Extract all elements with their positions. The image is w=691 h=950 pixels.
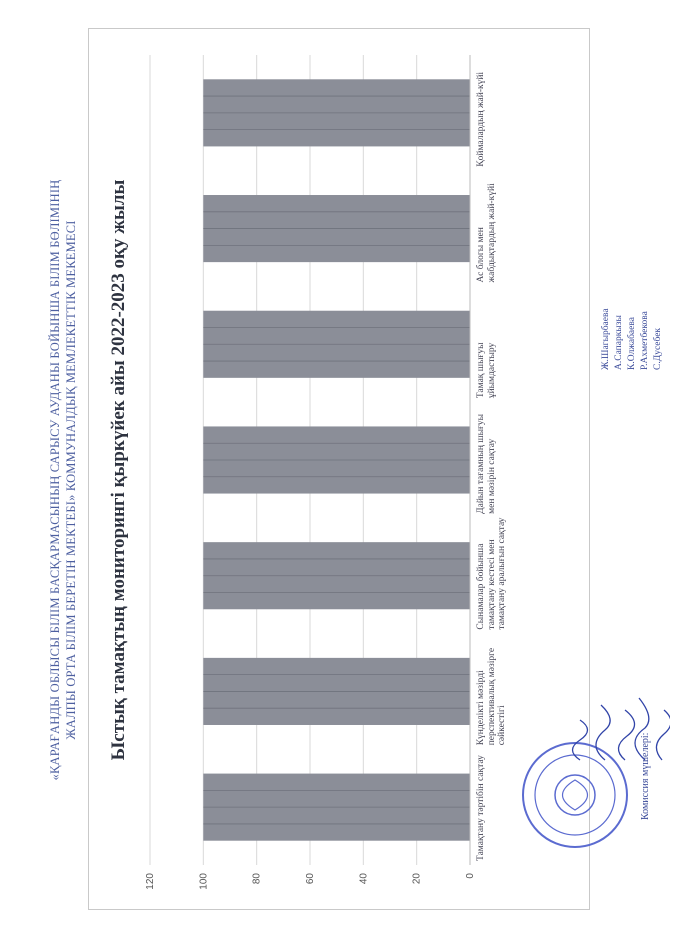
x-tick-label: Тамақтану тәртібін сақтау [476,755,486,861]
y-tick-label: 80 [251,873,263,885]
x-tick-label: Ас блогы мен жабдықтардың жай-күйі [476,183,497,283]
y-tick-label: 20 [411,873,423,885]
y-tick-label: 60 [305,873,316,885]
signer-name: Р.Ахметбекова [640,311,650,370]
chart-title: Ыстық тамақтың мониторингі қыркүйек айы 2022-2023 оқу жылы [108,179,129,761]
y-tick-label: 0 [465,873,476,879]
signer-name: А.Сапаркызы [614,315,624,370]
x-tick-label: Күнделікті мәзірді перспективалық мәзірге сәйкестігі [476,647,507,746]
y-tick-label: 120 [145,873,156,890]
y-tick-label: 40 [358,873,370,885]
handwritten-signatures [560,550,670,770]
committee-label: Комиссия мүшелері: [640,732,651,820]
header-line-2: ЖАЛПЫ ОРТА БІЛІМ БЕРЕТІН МЕКТЕБІ» КОММУНАЛДЫҚ МЕМЛЕКЕТТІК МЕКЕМЕСІ [64,220,78,740]
x-tick-label: Сынамалар бойынша тамақтану кестесі мен тамақтану аралығын сақтау [476,517,507,630]
y-tick-label: 100 [198,873,210,890]
x-tick-label: Қоймалардың жай-күйі [476,71,486,167]
signers-list [600,308,665,370]
signer-name: Ж.Шагырбаева [601,308,611,370]
x-tick-label: Тамақ шығуы ұйымдастыру [476,342,497,399]
signer-name: С.Дусебек [653,327,663,370]
header-line-1: «ҚАРАҒАНДЫ ОБЛЫСЫ БІЛІМ БАСҚАРМАСЫНЫҢ САРЫСУ АУДАНЫ БОЙЫНША БІЛІМ БӨЛІМІНІҢ [48,179,62,781]
signer-name: К.Олжабаева [627,317,637,370]
x-tick-label: Дайын тағамның шығуы мен мәзірін сақтау [476,413,497,514]
